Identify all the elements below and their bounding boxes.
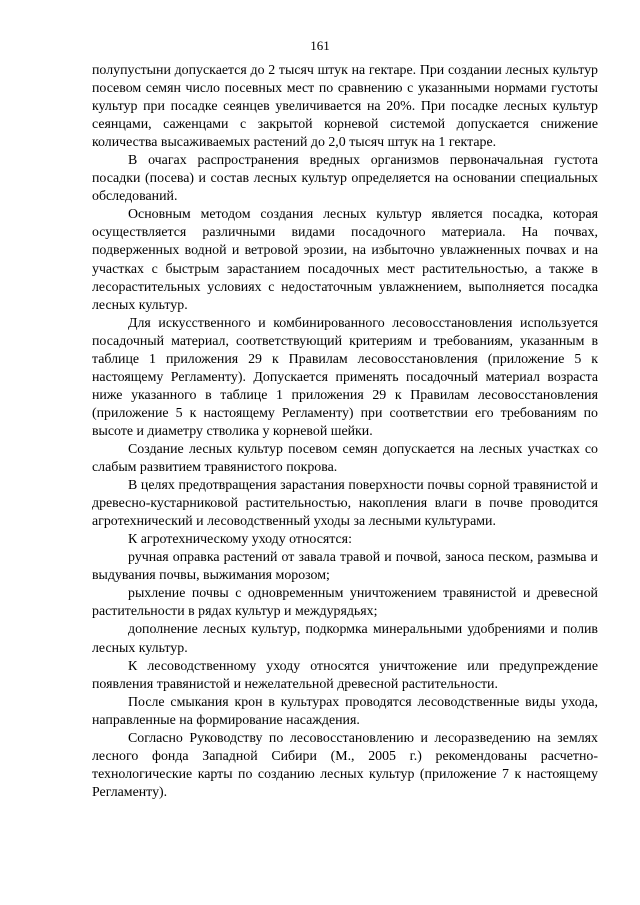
list-item-2: рыхление почвы с одновременным уничтожением травянистой и древесной растительности в рядах культур и междурядьях; bbox=[92, 586, 598, 620]
paragraph-8: К лесоводственному уходу относятся уничтожение или предупреждение появления травянистой и нежелательной древесной растительности. bbox=[92, 658, 598, 692]
paragraph-2: В очагах распространения вредных организмов первоначальная густота посадки (посева) и состав лесных культур определяется на основании специальных обследований. bbox=[92, 153, 598, 205]
paragraph-5: Создание лесных культур посевом семян допускается на лесных участках со слабым развитием травянистого покрова. bbox=[92, 441, 598, 476]
paragraph-7: К агротехническому уходу относятся: bbox=[128, 532, 352, 548]
paragraph-4: Для искусственного и комбинированного лесовосстановления используется посадочный материал, соответствующий критериям и требованиям, указанным в таблице 1 приложения 29 к Правилам лесовосстановления (приложение 5 к настоящему Регламенту). Допускается применять посадочный материал возраста ниже указанного в таблице 1 приложения 29 к Правилам лесовосстановления (приложение 5 к настоящему Регламенту) при соответствии его требованиям по высоте и диаметру стволика у корневой шейки. bbox=[92, 315, 598, 439]
list-item-3: дополнение лесных культур, подкормка минеральными удобрениями и полив лесных культур. bbox=[92, 622, 598, 656]
paragraph-1: полупустыни допускается до 2 тысяч штук на гектаре. При создании лесных культур посевом семян число посевных мест по сравнению с указанными нормами густоты культур при посадке сеянцев увеличивается на 20%. При посадке лесных культур сеянцами, саженцами с закрытой корневой системой допускается снижение количества высаживаемых растений до 2,0 тысяч штук на 1 гектаре. bbox=[92, 63, 598, 151]
paragraph-3: Основным методом создания лесных культур является посадка, которая осуществляется различными видами посадочного материала. На почвах, подверженных водной и ветровой эрозии, на избыточно увлажненных почвах и на участках с быстрым зарастанием посадочных мест растительностью, а также в лесорастительных условиях с недостаточным увлажнением, выполняется посадка лесных культур. bbox=[92, 207, 598, 313]
paragraph-6: В целях предотвращения зарастания поверхности почвы сорной травянистой и древесно-кустарниковой растительностью, накопления влаги в почве проводится агротехнический и лесоводственный уходы за лесными культурами. bbox=[92, 478, 598, 530]
paragraph-10: Согласно Руководству по лесовосстановлению и лесоразведению на землях лесного фонда Западной Сибири (М., 2005 г.) рекомендованы расчетно-технологические карты по созданию лесных культур (приложение 7 к настоящему Регламенту). bbox=[92, 730, 598, 800]
page-number: 161 bbox=[310, 38, 330, 53]
paragraph-9: После смыкания крон в культурах проводятся лесоводственные виды ухода, направленные на формирование насаждения. bbox=[92, 694, 598, 728]
list-item-1: ручная оправка растений от завала травой и почвой, заноса песком, размыва и выдувания почвы, выжимания морозом; bbox=[92, 550, 598, 584]
document-body bbox=[92, 62, 598, 802]
